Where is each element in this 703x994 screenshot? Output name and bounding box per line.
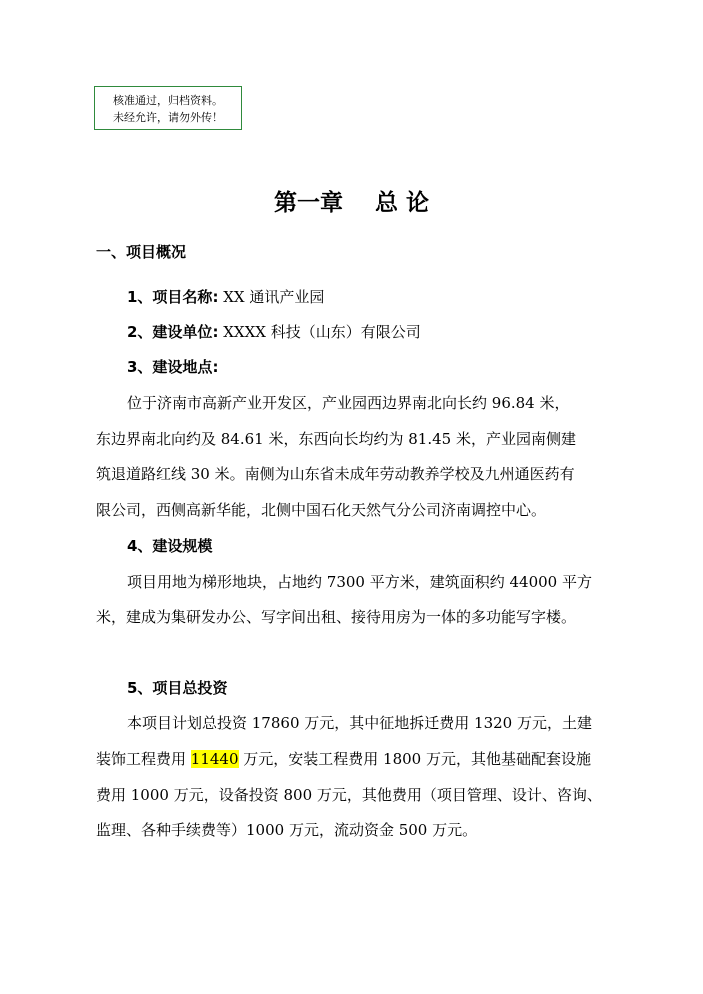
scale-paragraph-line: 项目用地为梯形地块，占地约 7300 平方米，建筑面积约 44000 平方 [127, 573, 592, 591]
construction-scale-heading: 4、建设规模 [127, 537, 213, 555]
stamp-line-approved: 核准通过，归档资料。 [113, 94, 223, 107]
chapter-title: 第一章 总 论 [273, 190, 430, 216]
total-investment-heading: 5、项目总投资 [127, 679, 228, 697]
highlighted-amount: 11440 [190, 750, 239, 768]
stamp-line-confidential: 未经允许，请勿外传！ [113, 111, 223, 124]
site-paragraph-line: 限公司，西侧高新华能，北侧中国石化天然气分公司济南调控中心。 [96, 501, 547, 519]
construction-unit-label: 2、建设单位: [127, 323, 219, 341]
project-name-value: XX 通讯产业园 [223, 288, 325, 306]
investment-text-suffix: 万元，安装工程费用 1800 万元，其他基础配套设施 [238, 750, 591, 768]
construction-site-heading: 3、建设地点: [127, 358, 219, 376]
construction-unit-row [127, 321, 421, 343]
investment-paragraph-line: 本项目计划总投资 17860 万元，其中征地拆迁费用 1320 万元，土建 [127, 714, 592, 732]
investment-text-prefix: 装饰工程费用 [96, 750, 191, 768]
project-name-label: 1、项目名称: [127, 288, 219, 306]
scale-paragraph-line: 米，建成为集研发办公、写字间出租、接待用房为一体的多功能写字楼。 [96, 608, 577, 626]
investment-paragraph-line: 监理、各种手续费等）1000 万元，流动资金 500 万元。 [96, 821, 478, 839]
site-paragraph-line: 筑退道路红线 30 米。南侧为山东省未成年劳动教养学校及九州通医药有 [96, 465, 575, 483]
site-paragraph-line: 位于济南市高新产业开发区，产业园西边界南北向长约 96.84 米， [127, 394, 570, 412]
site-paragraph-line: 东边界南北向约及 84.61 米，东西向长均约为 81.45 米，产业园南侧建 [96, 430, 576, 448]
project-name-row [127, 286, 324, 308]
section-heading-overview: 一、项目概况 [96, 243, 187, 261]
investment-paragraph-line [96, 748, 591, 770]
investment-paragraph-line: 费用 1000 万元，设备投资 800 万元，其他费用（项目管理、设计、咨询、 [96, 786, 602, 804]
construction-unit-value: XXXX 科技（山东）有限公司 [223, 323, 421, 341]
approval-stamp [94, 86, 242, 130]
